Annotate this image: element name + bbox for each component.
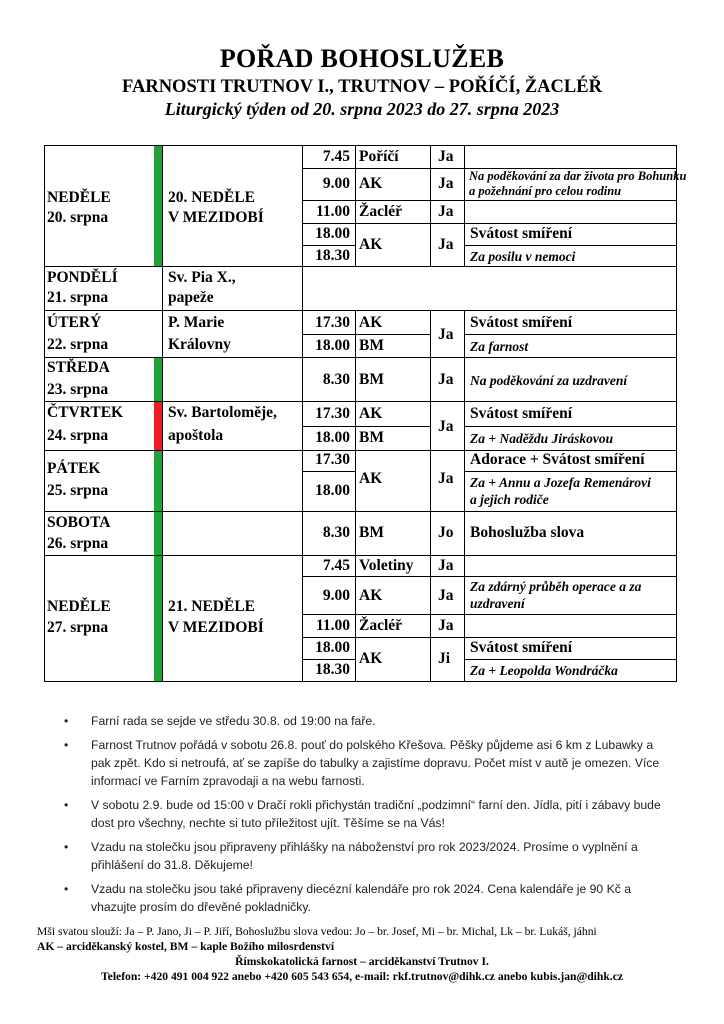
page-subtitle: FARNOSTI TRUTNOV I., TRUTNOV – POŘÍČÍ, ŽACLÉŘ [122,77,602,97]
liturgical-color-strip-green [154,451,162,511]
feast-name: Sv. Pia X., [168,269,236,286]
priest-code: Ja [438,175,454,192]
col-divider-feast [302,145,303,682]
feast-name: apoštola [168,427,224,444]
announcement-item [64,712,674,730]
mass-time: 8.30 [322,524,350,541]
mass-time: 11.00 [315,203,350,220]
col-divider-priest [464,310,465,682]
row-line [464,426,677,427]
feast-name: 20. NEDĚLE [168,189,255,206]
mass-intention: Za farnost [470,339,529,354]
table-border-left [44,145,45,682]
mass-intention: Bohoslužba slova [470,524,585,541]
mass-intention: Za + Annu a Jozefa Remenárovi [470,475,651,490]
mass-intention: a požehnání pro celou rodinu [469,184,622,198]
feast-name: Sv. Bartoloměje, [168,404,277,421]
mass-place: BM [359,429,384,446]
footer-legend-places: AK – arciděkanský kostel, BM – kaple Božího milosrdenství [37,940,335,953]
feast-name: papeže [168,289,214,306]
mass-place: AK [359,314,383,331]
priest-code: Ja [438,326,454,343]
bullet-icon: • [64,798,69,812]
mass-place: BM [359,337,384,354]
col-divider-priest [464,145,465,266]
mass-intention: uzdravení [470,596,525,611]
mass-place: AK [359,405,383,422]
mass-place: Žacléř [359,203,403,220]
feast-name: V MEZIDOBÍ [168,209,264,226]
mass-intention: Za + Naděždu Jiráskovou [470,431,614,446]
mass-place: AK [359,587,383,604]
footer [37,924,697,984]
day-date: 26. srpna [47,535,109,552]
mass-time: 18.00 [315,337,350,354]
mass-intention: Svátost smíření [470,225,573,242]
row-line [464,334,677,335]
day-date: 27. srpna [47,619,109,636]
mass-time: 18.00 [315,639,350,656]
liturgical-color-strip-green [154,556,162,681]
mass-intention: Adorace + Svátost smíření [470,451,645,468]
row-line [464,245,677,246]
priest-code: Ja [438,418,454,435]
day-date: 21. srpna [47,289,109,306]
mass-time: 17.30 [315,405,350,422]
day-date: 22. srpna [47,336,109,353]
row-line [302,334,430,335]
mass-time: 9.00 [322,175,350,192]
row-line [302,576,677,577]
mass-time: 18.00 [315,429,350,446]
mass-place: BM [359,524,384,541]
liturgical-color-strip-green [154,512,162,555]
day-separator [44,357,677,358]
mass-time: 9.00 [322,587,350,604]
table-border-bottom [44,681,677,682]
table-border-right [676,145,677,682]
day-name: SOBOTA [47,514,111,531]
priest-code: Ja [438,617,454,634]
feast-name: 21. NEDĚLE [168,598,255,615]
priest-code: Jo [438,524,454,541]
footer-parish-name: Římskokatolická farnost – arciděkanství Trutnov I. [235,955,489,968]
priest-code: Ja [438,203,454,220]
mass-intention: a jejich rodiče [470,492,549,507]
announcement-text: Vzadu na stolečku jsou také připraveny diecézní kalendáře pro rok 2024. Cena kalendáře je 90 Kč a vhazujte prosím do dřevěné pokladničky. [91,882,631,914]
mass-intention: Za zdárný průběh operace a za [470,579,642,594]
day-name: ČTVRTEK [47,404,124,421]
mass-time: 18.00 [315,225,350,242]
row-line [464,659,677,660]
mass-place: AK [359,650,383,667]
announcement-text: Farnost Trutnov pořádá v sobotu 26.8. pouť do polského Křešova. Pěšky půjdeme asi 6 km z Lubawky a pak zpět. Kdo si netroufá, ať se zapíše do tabulky a zajistíme dopravu. Počet míst v autě je omezen. Více informací ve Farním zpravodaji a na webu farnosti. [91,738,660,788]
priest-code: Ja [438,236,454,253]
mass-intention: Za + Leopolda Wondráčka [470,663,618,678]
mass-time: 7.45 [322,148,350,165]
mass-time: 11.00 [315,617,350,634]
bullet-icon: • [64,738,69,752]
col-divider-place [430,145,431,266]
mass-time: 18.00 [315,482,350,499]
mass-time: 7.45 [322,557,350,574]
mass-intention: Svátost smíření [470,405,573,422]
day-separator [44,511,677,512]
day-name: NEDĚLE [47,189,111,206]
mass-intention: Svátost smíření [470,639,573,656]
day-date: 24. srpna [47,427,109,444]
mass-place: Žacléř [359,617,403,634]
table-border-top [44,145,677,146]
mass-place: BM [359,371,384,388]
row-line [464,471,677,472]
feast-name: Královny [168,336,231,353]
mass-place: Voletiny [359,557,414,574]
announcements-list [64,712,674,922]
priest-code: Ja [438,148,454,165]
announcement-text: Vzadu na stolečku jsou připraveny přihlášky na náboženství pro rok 2023/2024. Prosíme o vyplnění a přihlášení do 31.8. Děkujeme! [91,840,638,872]
row-line [302,471,355,472]
priest-code: Ja [438,587,454,604]
priest-code: Ja [438,371,454,388]
col-divider-place [430,310,431,682]
liturgical-color-strip-red [154,402,162,450]
footer-contact: Telefon: +420 491 004 922 anebo +420 605 543 654, e-mail: rkf.trutnov@dihk.cz anebo kubis.jan@dihk.cz [101,970,623,983]
day-date: 25. srpna [47,482,109,499]
bullet-icon: • [64,840,69,854]
day-name: PÁTEK [47,460,101,477]
mass-time: 8.30 [322,371,350,388]
row-line [302,200,677,201]
mass-time: 17.30 [315,451,350,468]
bullet-icon: • [64,882,69,896]
mass-place: AK [359,175,383,192]
day-name: PONDĚLÍ [47,269,118,286]
announcement-item [64,838,674,874]
liturgical-week: Liturgický týden od 20. srpna 2023 do 27. srpna 2023 [164,99,560,119]
mass-intention: Za posilu v nemoci [470,249,576,264]
day-name: STŘEDA [47,359,110,376]
feast-name: P. Marie [168,314,225,331]
mass-intention: Svátost smíření [470,314,573,331]
bullet-icon: • [64,714,69,728]
mass-intention: Na poděkování za dar života pro Bohunku [469,169,687,183]
col-divider-time [355,145,356,266]
col-divider-time [355,310,356,682]
mass-intention: Na poděkování za uzdravení [470,373,628,388]
priest-code: Ja [438,557,454,574]
announcement-item [64,880,674,916]
row-line [302,614,677,615]
day-separator [44,401,677,402]
schedule-table [44,145,687,682]
priest-code: Ja [438,470,454,487]
mass-time: 17.30 [315,314,350,331]
page-title: POŘAD BOHOSLUŽEB [219,44,505,73]
announcement-text: V sobotu 2.9. bude od 15:00 v Dračí rokli přichystán tradiční „podzimní“ farní den. Jídla, pití i zábavy bude dost pro všechny, nechte si tuto příležitost ujít. Těšíme se na Vás! [91,798,661,830]
day-name: NEDĚLE [47,598,111,615]
feast-name: V MEZIDOBÍ [168,619,264,636]
row-line [302,426,430,427]
mass-time: 18.30 [315,661,350,678]
mass-time: 18.30 [315,247,350,264]
liturgical-color-strip-green [154,146,162,266]
mass-place: AK [359,236,383,253]
mass-place: AK [359,470,383,487]
priest-code: Ji [438,650,451,667]
day-separator [44,266,677,267]
announcement-text: Farní rada se sejde ve středu 30.8. od 19:00 na faře. [91,714,376,728]
liturgical-color-strip-green [154,358,162,401]
day-date: 20. srpna [47,209,109,226]
mass-place: Poříčí [359,148,399,165]
day-name: ÚTERÝ [47,314,102,331]
footer-legend-priests: Mši svatou slouží: Ja – P. Jano, Ji – P. Jiří, Bohoslužbu slova vedou: Jo – br. Josef, Mi – br. Michal, Lk – br. Lukáš, jáhni [37,925,597,938]
day-date: 23. srpna [47,381,109,398]
announcement-item [64,736,674,790]
col-divider-day [162,145,163,682]
day-separator [44,310,677,311]
announcement-item [64,796,674,832]
